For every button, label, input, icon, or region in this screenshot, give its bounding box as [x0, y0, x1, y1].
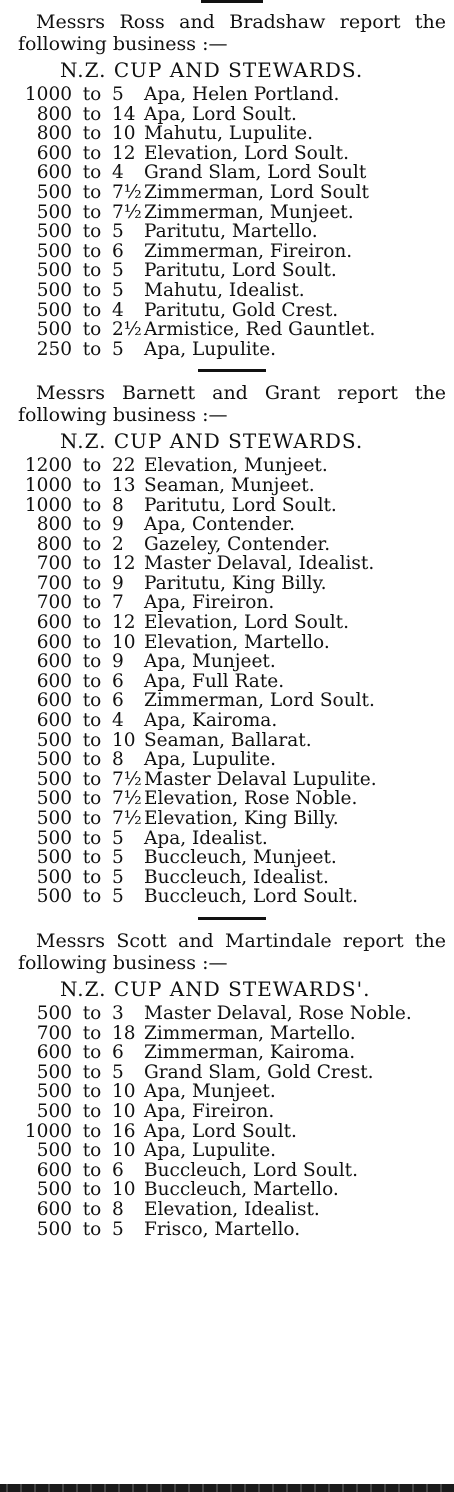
bet-horses: Zimmerman, Munjeet. [144, 201, 354, 223]
bet-odds: 7 [112, 592, 124, 614]
bet-odds: 10 [112, 1179, 136, 1201]
bet-horses: Grand Slam, Gold Crest. [144, 1061, 374, 1083]
bet-row [18, 320, 446, 340]
bet-odds: 10 [112, 1100, 136, 1122]
bet-stake: 500 [36, 1179, 72, 1201]
bet-stake: 1000 [24, 494, 72, 516]
bet-stake: 700 [36, 572, 72, 594]
bet-horses: Elevation, Lord Soult. [144, 612, 349, 634]
bet-odds: 5 [112, 221, 124, 243]
bet-row [18, 515, 446, 535]
bet-stake: 500 [36, 1002, 72, 1024]
bet-odds: 6 [112, 1042, 124, 1064]
bet-stake: 500 [36, 1140, 72, 1162]
bet-row [18, 1102, 446, 1122]
bet-horses: Buccleuch, Lord Soult. [144, 886, 358, 908]
bet-odds: 18 [112, 1022, 136, 1044]
bet-stake: 700 [36, 553, 72, 575]
bet-odds: 6 [112, 670, 124, 692]
bet-horses: Elevation, Rose Noble. [144, 788, 358, 810]
bet-row [18, 613, 446, 633]
bet-to: to [82, 338, 102, 360]
bet-row [18, 1063, 446, 1083]
bet-horses: Zimmerman, Lord Soult. [144, 690, 375, 712]
bet-list [18, 456, 446, 907]
bet-odds: 16 [112, 1120, 136, 1142]
bet-stake: 500 [36, 1061, 72, 1083]
bet-to: to [82, 808, 102, 829]
bet-horses: Gazeley, Contender. [144, 533, 331, 555]
bet-stake: 500 [36, 808, 72, 829]
bet-horses: Mahutu, Idealist. [144, 279, 305, 301]
bet-odds: 6 [112, 690, 124, 712]
bet-horses: Elevation, Munjeet. [144, 455, 328, 477]
bet-to: to [82, 1100, 102, 1122]
bet-to: to [82, 455, 102, 477]
bet-to: to [82, 319, 102, 341]
bet-to: to [82, 749, 102, 771]
bet-row [18, 1024, 446, 1044]
bet-to: to [82, 1140, 102, 1162]
bet-to: to [82, 690, 102, 712]
bet-odds: 8 [112, 494, 124, 516]
bet-row [18, 1082, 446, 1102]
bet-stake: 600 [36, 1159, 72, 1181]
bet-stake: 500 [36, 729, 72, 751]
bet-odds: 10 [112, 123, 136, 145]
bet-to: to [82, 84, 102, 105]
bet-to: to [82, 1198, 102, 1220]
bet-horses: Apa, Fireiron. [144, 592, 275, 614]
bet-to: to [82, 142, 102, 164]
bet-stake: 600 [36, 710, 72, 732]
bottom-border [0, 1484, 454, 1492]
bet-odds: 7½ [112, 788, 142, 810]
bet-odds: 12 [112, 142, 136, 164]
bet-horses: Seaman, Munjeet. [144, 474, 315, 496]
bet-horses: Apa, Helen Portland. [144, 84, 340, 105]
bet-stake: 500 [36, 788, 72, 810]
bet-to: to [82, 886, 102, 908]
bet-row [18, 829, 446, 849]
report-intro: Messrs Scott and Martindale report the following business :— [18, 929, 446, 974]
bet-to: to [82, 670, 102, 692]
bet-horses: Elevation, Martello. [144, 631, 330, 653]
bet-stake: 700 [36, 592, 72, 614]
bet-list [18, 85, 446, 359]
top-rule [201, 0, 263, 3]
bet-horses: Paritutu, Lord Soult. [144, 260, 337, 282]
bet-to: to [82, 1042, 102, 1064]
bet-to: to [82, 240, 102, 262]
bet-to: to [82, 221, 102, 243]
bet-row [18, 711, 446, 731]
bet-odds: 5 [112, 1218, 124, 1240]
bet-stake: 500 [36, 1100, 72, 1122]
bet-stake: 1000 [24, 474, 72, 496]
bet-stake: 800 [36, 514, 72, 536]
bet-horses: Mahutu, Lupulite. [144, 123, 313, 145]
bet-horses: Buccleuch, Munjeet. [144, 847, 337, 869]
report-heading: N.Z. CUP AND STEWARDS'. [60, 976, 371, 1001]
bet-row [18, 731, 446, 751]
bet-to: to [82, 514, 102, 536]
bet-odds: 4 [112, 162, 124, 184]
bet-row [18, 750, 446, 770]
bet-to: to [82, 103, 102, 125]
bet-to: to [82, 866, 102, 888]
bet-stake: 800 [36, 103, 72, 125]
bet-row [18, 163, 446, 183]
bet-stake: 500 [36, 279, 72, 301]
bet-row [18, 633, 446, 653]
bet-odds: 9 [112, 651, 124, 673]
bet-odds: 5 [112, 279, 124, 301]
bet-odds: 14 [112, 103, 136, 125]
bet-horses: Paritutu, Gold Crest. [144, 299, 339, 321]
bet-to: to [82, 201, 102, 223]
bet-row [18, 809, 446, 829]
bet-stake: 800 [36, 533, 72, 555]
bet-stake: 500 [36, 240, 72, 262]
report-ross-bradshaw [18, 11, 446, 359]
bet-row [18, 261, 446, 281]
bet-to: to [82, 162, 102, 184]
bet-to: to [82, 631, 102, 653]
bet-stake: 600 [36, 142, 72, 164]
bet-odds: 13 [112, 474, 136, 496]
bet-odds: 7½ [112, 201, 142, 223]
bet-horses: Apa, Lord Soult. [144, 1120, 297, 1142]
bet-horses: Apa, Kairoma. [144, 710, 278, 732]
bet-odds: 10 [112, 1081, 136, 1103]
bet-stake: 500 [36, 221, 72, 243]
bet-row [18, 281, 446, 301]
bet-odds: 7½ [112, 808, 142, 829]
bet-row [18, 144, 446, 164]
bet-row [18, 105, 446, 125]
bet-row [18, 222, 446, 242]
bet-horses: Apa, Idealist. [144, 827, 268, 849]
report-barnett-grant [18, 382, 446, 907]
report-heading: N.Z. CUP AND STEWARDS. [60, 429, 364, 454]
section-rule [198, 369, 266, 372]
bet-odds: 5 [112, 1061, 124, 1083]
bet-horses: Apa, Munjeet. [144, 651, 276, 673]
bet-stake: 500 [36, 847, 72, 869]
bet-row [18, 1161, 446, 1181]
bet-to: to [82, 710, 102, 732]
bet-odds: 8 [112, 1198, 124, 1220]
bet-horses: Apa, Fireiron. [144, 1100, 275, 1122]
bet-odds: 10 [112, 1140, 136, 1162]
bet-row [18, 476, 446, 496]
bet-to: to [82, 788, 102, 810]
bet-stake: 500 [36, 886, 72, 908]
bet-odds: 10 [112, 729, 136, 751]
bet-horses: Apa, Full Rate. [144, 670, 285, 692]
bet-horses: Elevation, Lord Soult. [144, 142, 349, 164]
bet-stake: 500 [36, 866, 72, 888]
bet-stake: 1000 [24, 1120, 72, 1142]
bet-odds: 7½ [112, 768, 142, 790]
bet-to: to [82, 729, 102, 751]
bet-stake: 500 [36, 749, 72, 771]
bet-row [18, 242, 446, 262]
bet-stake: 500 [36, 299, 72, 321]
bet-stake: 250 [36, 338, 72, 360]
bet-to: to [82, 572, 102, 594]
bet-odds: 7½ [112, 181, 142, 203]
bet-to: to [82, 260, 102, 282]
bet-horses: Zimmerman, Kairoma. [144, 1042, 356, 1064]
bet-odds: 9 [112, 514, 124, 536]
bet-horses: Apa, Munjeet. [144, 1081, 276, 1103]
bet-horses: Elevation, King Billy. [144, 808, 339, 829]
bet-stake: 500 [36, 181, 72, 203]
bet-odds: 5 [112, 84, 124, 105]
bet-row [18, 1141, 446, 1161]
bet-row [18, 124, 446, 144]
bet-to: to [82, 827, 102, 849]
bet-horses: Frisco, Martello. [144, 1218, 301, 1240]
bet-horses: Seaman, Ballarat. [144, 729, 312, 751]
bet-to: to [82, 1218, 102, 1240]
bet-odds: 10 [112, 631, 136, 653]
bet-stake: 600 [36, 670, 72, 692]
bet-row [18, 535, 446, 555]
bet-stake: 500 [36, 1218, 72, 1240]
bet-odds: 5 [112, 338, 124, 360]
bet-horses: Buccleuch, Idealist. [144, 866, 329, 888]
bet-to: to [82, 1022, 102, 1044]
bet-to: to [82, 1120, 102, 1142]
bet-odds: 2½ [112, 319, 142, 341]
bet-stake: 600 [36, 162, 72, 184]
bet-odds: 5 [112, 260, 124, 282]
bet-stake: 600 [36, 690, 72, 712]
bet-odds: 8 [112, 749, 124, 771]
bet-stake: 500 [36, 827, 72, 849]
bet-row [18, 1122, 446, 1142]
bet-row [18, 848, 446, 868]
bet-to: to [82, 592, 102, 614]
bet-row [18, 203, 446, 223]
section-rule [198, 917, 266, 920]
bet-to: to [82, 533, 102, 555]
bet-odds: 6 [112, 240, 124, 262]
bet-to: to [82, 123, 102, 145]
bet-stake: 700 [36, 1022, 72, 1044]
bet-horses: Zimmerman, Fireiron. [144, 240, 353, 262]
bet-odds: 5 [112, 827, 124, 849]
bet-stake: 600 [36, 1198, 72, 1220]
bet-row [18, 554, 446, 574]
bet-stake: 800 [36, 123, 72, 145]
bet-stake: 500 [36, 319, 72, 341]
bet-horses: Grand Slam, Lord Soult [144, 162, 367, 184]
bet-horses: Apa, Lupulite. [144, 749, 277, 771]
bet-to: to [82, 1179, 102, 1201]
bet-stake: 1200 [24, 455, 72, 477]
bet-to: to [82, 1002, 102, 1024]
bet-row [18, 652, 446, 672]
bet-row [18, 1180, 446, 1200]
bet-horses: Buccleuch, Martello. [144, 1179, 339, 1201]
bet-row [18, 574, 446, 594]
bet-odds: 3 [112, 1002, 124, 1024]
bet-to: to [82, 1061, 102, 1083]
bet-odds: 5 [112, 866, 124, 888]
bet-horses: Master Delaval, Idealist. [144, 553, 375, 575]
bet-stake: 600 [36, 1042, 72, 1064]
bet-horses: Paritutu, Lord Soult. [144, 494, 337, 516]
bet-to: to [82, 181, 102, 203]
bet-odds: 4 [112, 710, 124, 732]
bet-to: to [82, 279, 102, 301]
bet-horses: Paritutu, King Billy. [144, 572, 327, 594]
bet-odds: 5 [112, 886, 124, 908]
bet-to: to [82, 612, 102, 634]
report-heading: N.Z. CUP AND STEWARDS. [60, 58, 364, 82]
bet-to: to [82, 768, 102, 790]
bet-stake: 600 [36, 631, 72, 653]
bet-horses: Elevation, Idealist. [144, 1198, 320, 1220]
bet-stake: 500 [36, 260, 72, 282]
bet-stake: 500 [36, 201, 72, 223]
bet-row [18, 593, 446, 613]
bet-horses: Apa, Lupulite. [144, 338, 277, 360]
bet-row [18, 85, 446, 105]
bet-odds: 5 [112, 847, 124, 869]
bet-odds: 9 [112, 572, 124, 594]
bet-odds: 12 [112, 612, 136, 634]
bet-odds: 2 [112, 533, 124, 555]
bet-row [18, 456, 446, 476]
bet-row [18, 868, 446, 888]
bet-row [18, 691, 446, 711]
bet-stake: 1000 [24, 84, 72, 105]
bet-horses: Zimmerman, Lord Soult [144, 181, 369, 203]
bet-row [18, 770, 446, 790]
bet-row [18, 887, 446, 907]
bet-list [18, 1004, 446, 1239]
bet-row [18, 1043, 446, 1063]
bet-odds: 22 [112, 455, 136, 477]
bet-row [18, 1220, 446, 1240]
bet-row [18, 672, 446, 692]
bet-to: to [82, 474, 102, 496]
bet-odds: 4 [112, 299, 124, 321]
bet-to: to [82, 651, 102, 673]
bet-row [18, 496, 446, 516]
bet-stake: 600 [36, 612, 72, 634]
bet-row [18, 183, 446, 203]
bet-to: to [82, 1159, 102, 1181]
bet-horses: Apa, Lord Soult. [144, 103, 297, 125]
bet-row [18, 340, 446, 360]
bet-stake: 600 [36, 651, 72, 673]
bet-horses: Paritutu, Martello. [144, 221, 318, 243]
bet-to: to [82, 847, 102, 869]
bet-stake: 500 [36, 1081, 72, 1103]
bet-to: to [82, 299, 102, 321]
report-intro: Messrs Ross and Bradshaw report the following business :— [18, 11, 446, 55]
bet-odds: 6 [112, 1159, 124, 1181]
bet-odds: 12 [112, 553, 136, 575]
bet-to: to [82, 1081, 102, 1103]
bet-horses: Apa, Lupulite. [144, 1140, 277, 1162]
bet-stake: 500 [36, 768, 72, 790]
bet-horses: Zimmerman, Martello. [144, 1022, 356, 1044]
bet-row [18, 301, 446, 321]
bet-row [18, 1004, 446, 1024]
bet-to: to [82, 494, 102, 516]
bet-horses: Armistice, Red Gauntlet. [144, 319, 376, 341]
bet-horses: Apa, Contender. [144, 514, 295, 536]
bet-to: to [82, 553, 102, 575]
bet-horses: Buccleuch, Lord Soult. [144, 1159, 358, 1181]
bet-row [18, 1200, 446, 1220]
bet-horses: Master Delaval, Rose Noble. [144, 1002, 412, 1024]
report-scott-martindale [18, 930, 446, 1239]
report-intro: Messrs Barnett and Grant report the following business :— [18, 382, 446, 427]
bet-row [18, 789, 446, 809]
bet-horses: Master Delaval Lupulite. [144, 768, 377, 790]
